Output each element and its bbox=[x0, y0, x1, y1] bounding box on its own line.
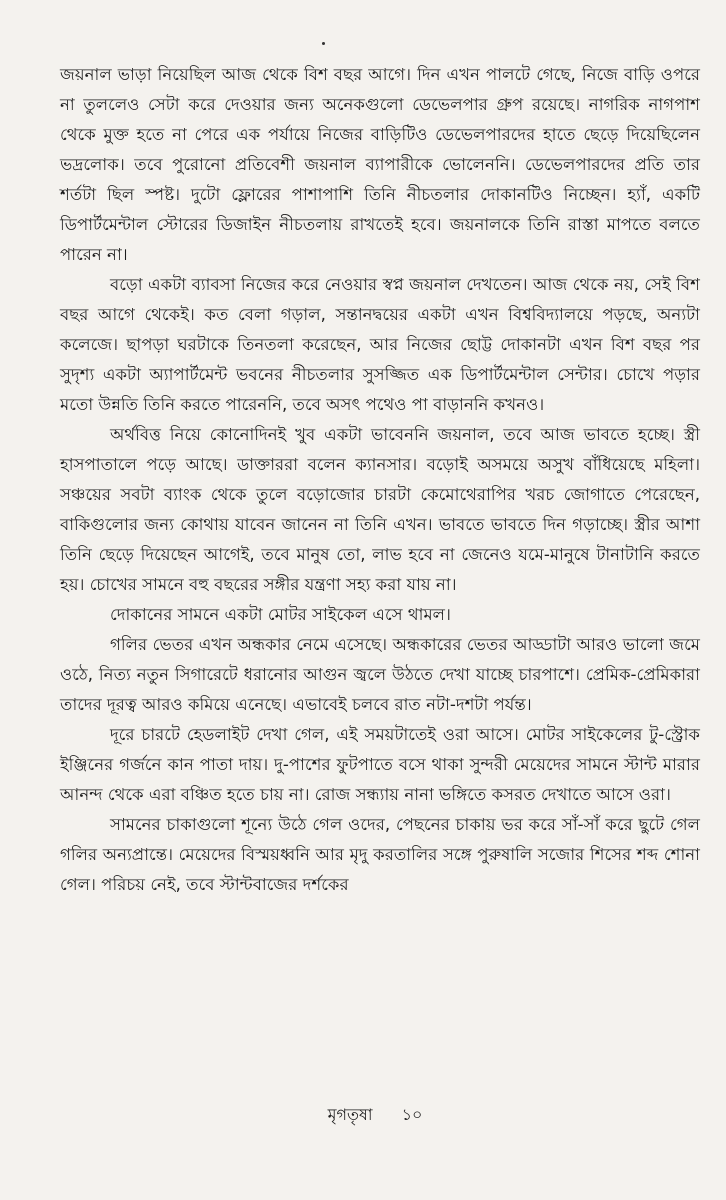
paragraph: জয়নাল ভাড়া নিয়েছিল আজ থেকে বিশ বছর আগে। দিন এখন পালটে গেছে, নিজে বাড়ি ওপরে না তুললেও সেটা করে দেওয়ার জন্য অনেকগুলো ডেভেলপার গ্রুপ রয়েছে। নাগরিক নাগপাশ থেকে মুক্ত হতে না পেরে এক পর্যায়ে নিজের বাড়িটিও ডেভেলপারদের হাতে ছেড়ে দিয়েছিলেন ভদ্রলোক। তবে পুরোনো প্রতিবেশী জয়নাল ব্যাপারীকে ভোলেননি। ডেভেলপারদের প্রতি তার শর্তটা ছিল স্পষ্ট। দুটো ফ্লোরের পাশাপাশি তিনি নীচতলার দোকানটিও নিচ্ছেন। হ্যাঁ, একটি ডিপার্টমেন্টাল স্টোরের ডিজাইন নীচতলায় রাখতেই হবে। জয়নালকে তিনি রাস্তা মাপতে বলতে পারেন না। bbox=[60, 65, 700, 264]
paragraph: সামনের চাকাগুলো শূন্যে উঠে গেল ওদের, পেছনের চাকায় ভর করে সাঁ-সাঁ করে ছুটে গেল গলির অন্যপ্রান্তে। মেয়েদের বিস্ময়ধ্বনি আর মৃদু করতালির সঙ্গে পুরুষালি সজোর শিসের শব্দ শোনা গেল। পরিচয় নেই, তবে স্টান্টবাজের দর্শকের bbox=[60, 815, 700, 894]
paragraph: দোকানের সামনে একটা মোটর সাইকেল এসে থামল। bbox=[110, 605, 451, 624]
paragraph: অর্থবিত্ত নিয়ে কোনোদিনই খুব একটা ভাবেননি জয়নাল, তবে আজ ভাবতে হচ্ছে। স্ত্রী হাসপাতালে পড়ে আছে। ডাক্তাররা বলেন ক্যানসার। বড়োই অসময়ে অসুখ বাঁধিয়েছে মহিলা। সঞ্চয়ের সবটা ব্যাংক থেকে তুলে বড়োজোর চারটা কেমোথেরাপির খরচ জোগাতে পেরেছেন, বাকিগুলোর জন্য কোথায় যাবেন জানেন না তিনি এখন। ভাবতে ভাবতে দিন গড়াচ্ছে। স্ত্রীর আশা তিনি ছেড়ে দিয়েছেন আগেই, তবে মানুষ তো, লাভ হবে না জেনেও যমে-মানুষে টানাটানি করতে হয়। চোখের সামনে বহু বছরের সঙ্গীর যন্ত্রণা সহ্য করা যায় না। bbox=[60, 425, 700, 594]
paragraph: বড়ো একটা ব্যাবসা নিজের করে নেওয়ার স্বপ্ন জয়নাল দেখতেন। আজ থেকে নয়, সেই বিশ বছর আগে থেকেই। কত বেলা গড়াল, সন্তানদ্বয়ের একটা এখন বিশ্ববিদ্যালয়ে পড়ছে, অন্যটা কলেজে। ছাপড়া ঘরটাকে তিনতলা করেছেন, আর নিজের ছোট্ট দোকানটা এখন বিশ বছর পর সুদৃশ্য একটা অ্যাপার্টমেন্ট ভবনের নীচতলার সুসজ্জিত এক ডিপার্টমেন্টাল সেন্টার। চোখে পড়ার মতো উন্নতি তিনি করতে পারেননি, তবে অসৎ পথেও পা বাড়াননি কখনও। bbox=[60, 275, 700, 414]
book-title: মৃগতৃষা bbox=[327, 1105, 373, 1124]
body-text bbox=[60, 60, 700, 900]
paragraph: দূরে চারটে হেডলাইট দেখা গেল, এই সময়টাতেই ওরা আসে। মোটর সাইকেলের টু-স্ট্রোক ইঞ্জিনের গর্জনে কান পাতা দায়। দু-পাশের ফুটপাতে বসে থাকা সুন্দরী মেয়েদের সামনে স্টান্ট মারার আনন্দ থেকে এরা বঞ্চিত হতে চায় না। রোজ সন্ধ্যায় নানা ভঙ্গিতে কসরত দেখাতে আসে ওরা। bbox=[60, 725, 700, 804]
page-footer bbox=[0, 1103, 726, 1127]
page-number: ১০ bbox=[401, 1105, 423, 1124]
page-speck bbox=[322, 42, 325, 45]
paragraph: গলির ভেতর এখন অন্ধকার নেমে এসেছে। অন্ধকারের ভেতর আড্ডাটা আরও ভালো জমে ওঠে, নিত্য নতুন সিগারেটে ধরানোর আগুন জ্বলে উঠতে দেখা যাচ্ছে চারপাশে। প্রেমিক-প্রেমিকারা তাদের দূরত্ব আরও কমিয়ে এনেছে। এভাবেই চলবে রাত নটা-দশটা পর্যন্ত। bbox=[60, 635, 700, 714]
